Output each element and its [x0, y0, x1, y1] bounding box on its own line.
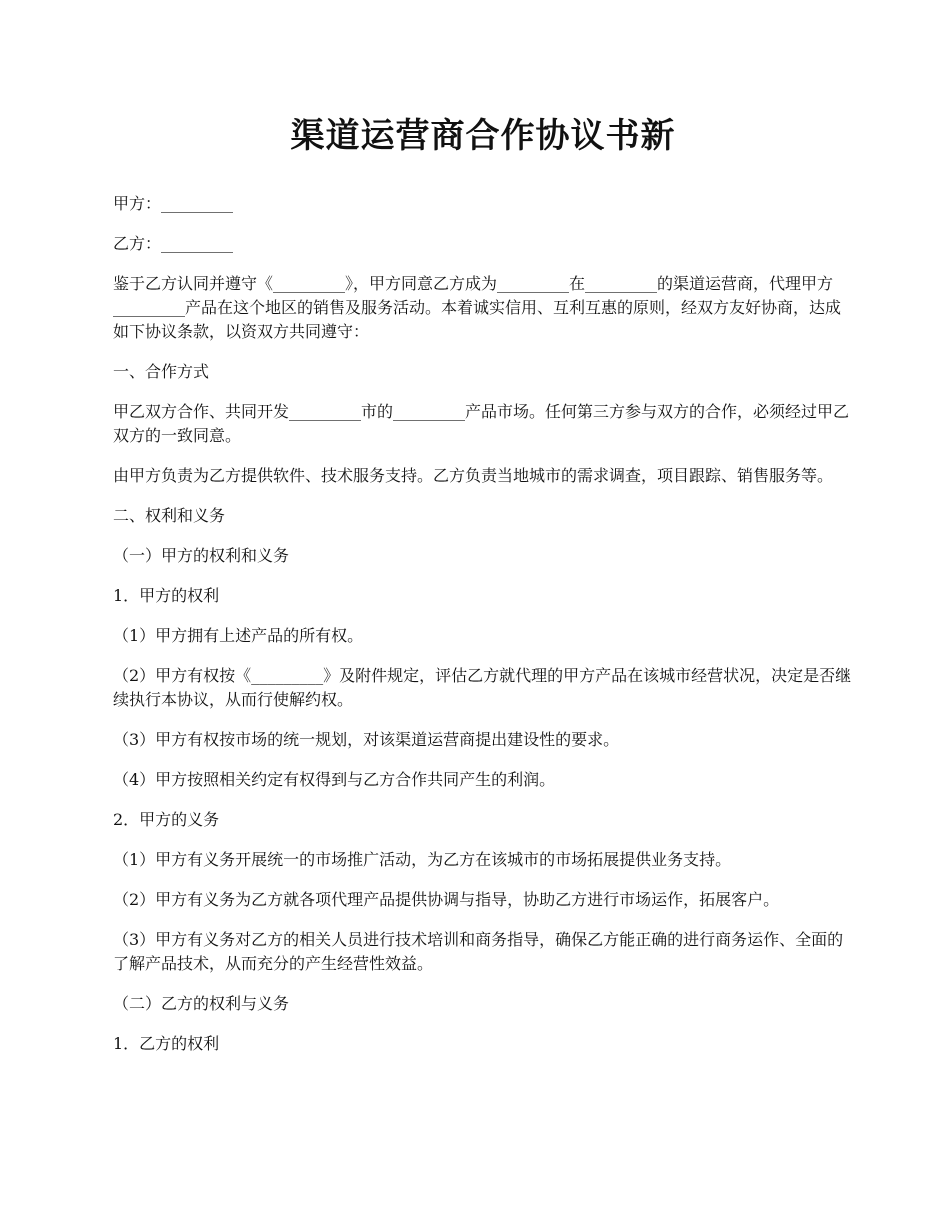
party-b-line: 乙方：_________: [113, 234, 234, 253]
party-a-right-1: （1）甲方拥有上述产品的所有权。: [113, 626, 364, 645]
section-heading-cooperation: 一、合作方式: [113, 362, 210, 381]
party-a-obligation-1: （1）甲方有义务开展统一的市场推广活动，为乙方在该城市的市场拓展提供业务支持。: [113, 850, 732, 869]
item-heading-party-a-rights: 1．甲方的权利: [113, 586, 220, 605]
document-title: 渠道运营商合作协议书新: [290, 116, 676, 156]
cooperation-paragraph-1: 甲乙双方合作、共同开发_________市的_________产品市场。任何第三方参与双方的合作，必须经过甲乙双方的一致同意。: [113, 402, 850, 445]
item-heading-party-a-obligations: 2．甲方的义务: [113, 810, 220, 829]
party-a-right-3: （3）甲方有权按市场的统一规划，对该渠道运营商提出建设性的要求。: [113, 730, 620, 749]
party-a-obligation-2: （2）甲方有义务为乙方就各项代理产品提供协调与指导，协助乙方进行市场运作，拓展客户。: [113, 890, 780, 909]
party-a-right-4: （4）甲方按照相关约定有权得到与乙方合作共同产生的利润。: [113, 770, 556, 789]
party-a-line: 甲方：_________: [113, 194, 234, 213]
party-a-right-2: （2）甲方有权按《_________》及附件规定，评估乙方就代理的甲方产品在该城市经营状况，决定是否继续执行本协议，从而行使解约权。: [113, 666, 852, 709]
item-heading-party-b-rights: 1．乙方的权利: [113, 1034, 220, 1053]
cooperation-paragraph-2: 由甲方负责为乙方提供软件、技术服务支持。乙方负责当地城市的需求调查，项目跟踪、销售服务等。: [113, 466, 834, 485]
preamble-paragraph: 鉴于乙方认同并遵守《_________》，甲方同意乙方成为_________在_________的渠道运营商，代理甲方_________产品在这个地区的销售及服务活动。本着诚实信用、互利互惠的原则，经双方友好协商，达成如下协议条款，以资双方共同遵守：: [113, 274, 842, 341]
party-a-obligation-3: （3）甲方有义务对乙方的相关人员进行技术培训和商务指导，确保乙方能正确的进行商务运作、全面的了解产品技术，从而充分的产生经营性效益。: [113, 930, 844, 973]
subsection-heading-party-b: （二）乙方的权利与义务: [113, 994, 290, 1013]
subsection-heading-party-a: （一）甲方的权利和义务: [113, 546, 290, 565]
section-heading-rights: 二、权利和义务: [113, 506, 226, 525]
document-page: [113, 110, 853, 1072]
